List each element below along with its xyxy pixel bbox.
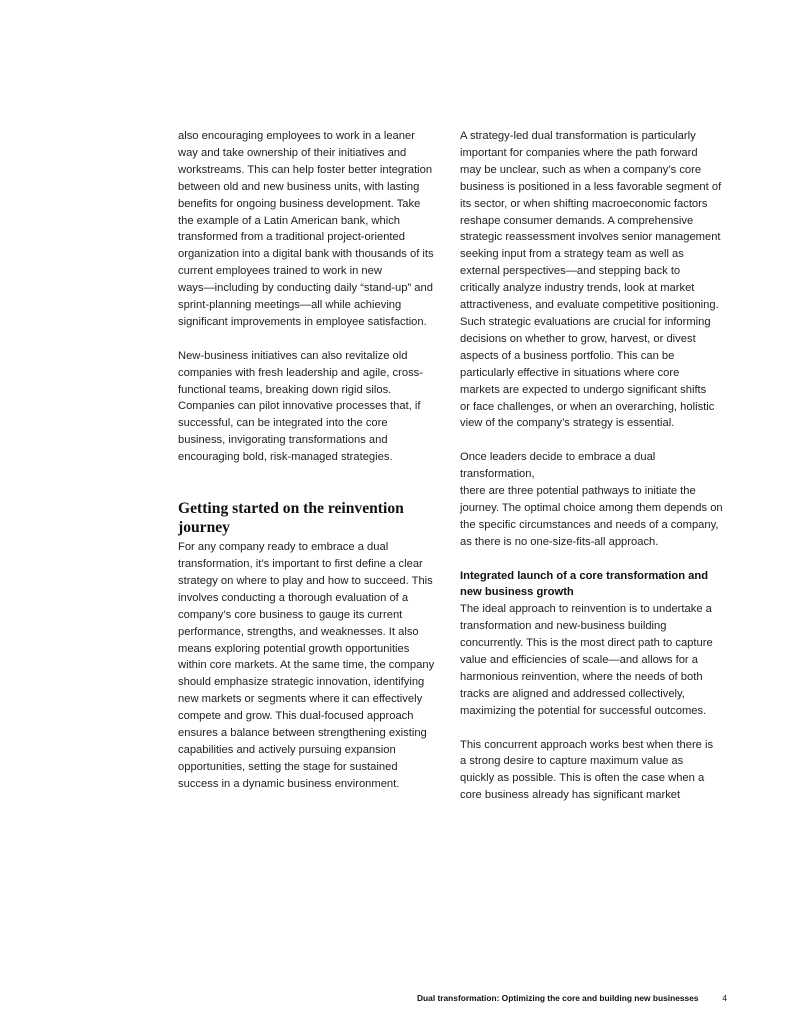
left-paragraph-1: also encouraging employees to work in a leaner way and take ownership of their initiatives and workstreams. This can help foster better integration between old and new business units, with lasting benefits for ongoing business development. Take the example of a Latin American bank, which transformed from a traditional project-oriented organization into a digital bank with thousands of its current employees trained to work in new ways—including by conducting daily “stand-up” and sprint-planning meetings—all while achieving significant improvements in employee satisfaction. [178,130,434,328]
right-paragraph-3: The ideal approach to reinvention is to undertake a transformation and new-business building concurrently. This is the most direct path to capture value and efficiencies of scale—and allows for a harmonious reinvention, where the needs of both tracks are aligned and addressed collectively, maximizing the potential for successful outcomes. [460,603,713,717]
section-heading: Getting started on the reinvention journey [178,500,404,537]
page-number: 4 [722,993,727,1003]
left-paragraph-2: New-business initiatives can also revitalize old companies with fresh leadership and agile, cross- functional teams, breaking down rigid silos. Companies can pilot innovative processes that, if successful, can be integrated into the core business, invigorating transformations and encouraging bold, risk-managed strategies. [178,349,424,464]
footer-title: Dual transformation: Optimizing the core and building new businesses [417,993,699,1003]
left-paragraph-3: For any company ready to embrace a dual transformation, it’s important to first define a clear strategy on where to play and how to succeed. This involves conducting a thorough evaluation of a company’s core business to gauge its current performance, strengths, and weaknesses. It also means exploring potential growth opportunities within core markets. At the same time, the company should emphasize strategic innovation, identifying new markets or segments where it can effectively compete and grow. This dual-focused approach ensures a balance between strengthening existing capabilities and actively pursuing expansion opportunities, setting the stage for sustained success in a dynamic business environment. [178,541,435,790]
right-paragraph-4: This concurrent approach works best when there is a strong desire to capture maximum value as quickly as possible. This is often the case when a core business already has significant market [460,738,714,802]
right-column [460,128,728,804]
subsection-heading: Integrated launch of a core transformation and new business growth [460,569,709,599]
page-footer [417,993,727,1003]
left-column [178,128,446,793]
right-paragraph-2: Once leaders decide to embrace a dual transformation, there are three potential pathways to initiate the journey. The optimal choice among them depends on the specific circumstances and needs of a company, as there is no one-size-fits-all approach. [460,451,723,548]
right-paragraph-1: A strategy-led dual transformation is particularly important for companies where the path forward may be unclear, such as when a company’s core business is positioned in a less favorable segment of its sector, or when shifting macroeconomic factors reshape consumer demands. A comprehensive strategic reassessment involves senior management seeking input from a strategy team as well as external perspectives—and stepping back to critically analyze industry trends, look at market attractiveness, and evaluate competitive positioning. Such strategic evaluations are crucial for informing decisions on whether to grow, harvest, or divest aspects of a business portfolio. This can be particularly effective in situations where core markets are expected to undergo significant shifts or face challenges, or when an overarching, holistic view of the company’s strategy is essential. [460,130,722,430]
